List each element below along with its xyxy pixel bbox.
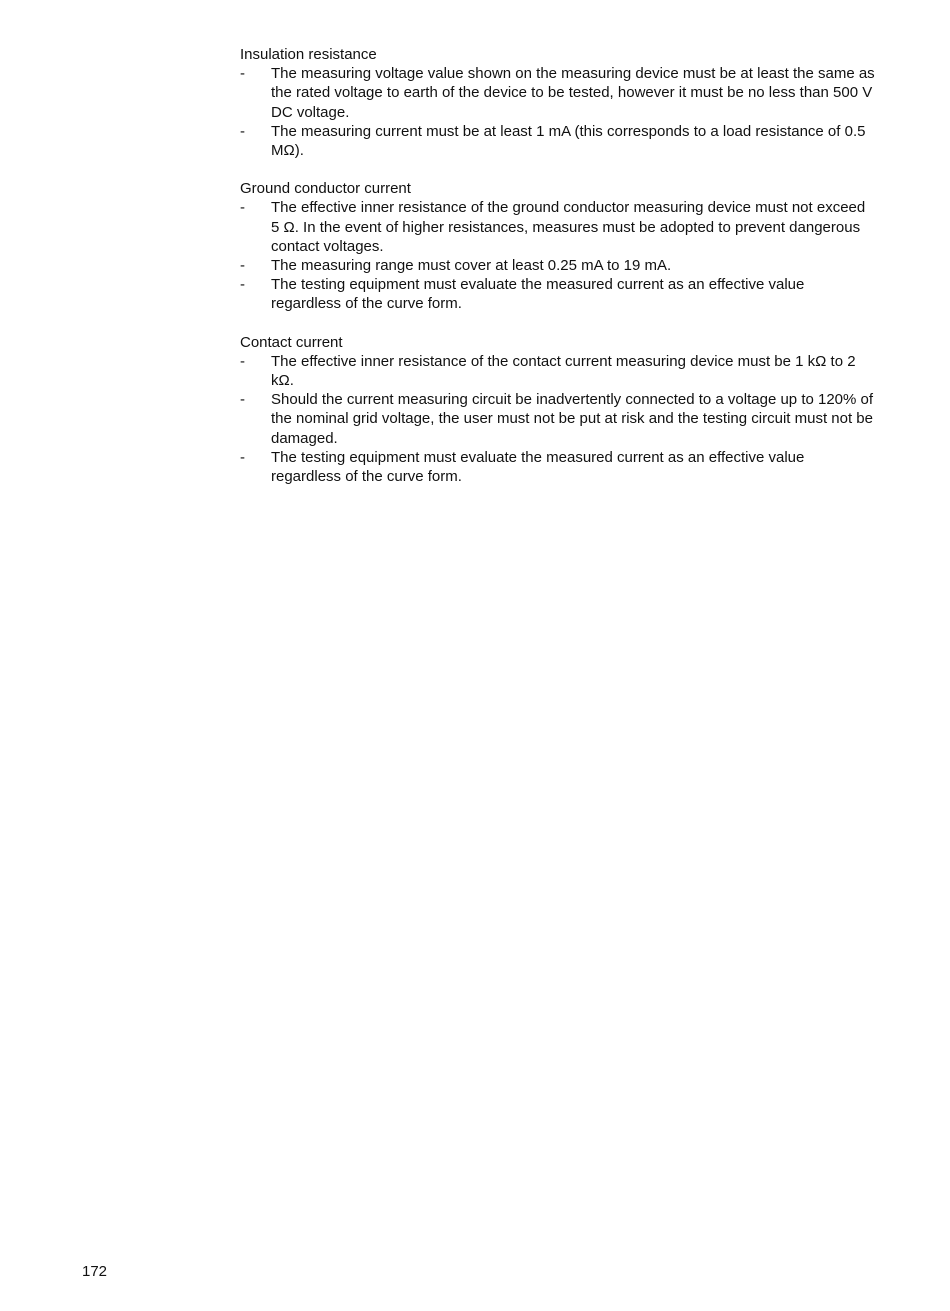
bullet-dash: - — [240, 65, 245, 83]
bullet-list — [240, 198, 876, 313]
bullet-dash: - — [240, 122, 245, 140]
list-item — [240, 64, 876, 122]
list-item-text: The measuring voltage value shown on the measuring device must be at least the same as the rated voltage to earth of the device to be tested, however it must be no less than 500 V DC voltage. — [271, 65, 875, 121]
list-item-text: The measuring current must be at least 1 mA (this corresponds to a load resistance of 0.5 MΩ). — [271, 122, 866, 160]
section-insulation-resistance — [240, 45, 876, 160]
section-title: Insulation resistance — [240, 46, 377, 63]
page-number: 172 — [82, 1263, 108, 1280]
section-title: Contact current — [240, 333, 343, 351]
document-body — [240, 45, 876, 505]
list-item-text: The testing equipment must evaluate the measured current as an effective value regardless of the curve form. — [271, 448, 805, 486]
bullet-list — [240, 352, 876, 486]
bullet-dash: - — [240, 257, 245, 275]
list-item-text: The effective inner resistance of the ground conductor measuring device must not exceed 5 Ω. In the event of higher resistances, measures must be adopted to prevent dangerous contact voltages. — [271, 199, 866, 255]
list-item — [240, 198, 876, 256]
bullet-dash: - — [240, 352, 245, 370]
section-title: Ground conductor current — [240, 180, 411, 198]
bullet-dash: - — [240, 391, 245, 409]
list-item-text: Should the current measuring circuit be inadvertently connected to a voltage up to 120% of the nominal grid voltage, the user must not be put at risk and the testing circuit must not be damaged. — [271, 391, 874, 447]
list-item — [240, 275, 876, 313]
bullet-dash: - — [240, 199, 245, 217]
list-item — [240, 122, 876, 160]
list-item-text: The effective inner resistance of the contact current measuring device must be 1 kΩ to 2 kΩ. — [271, 352, 856, 390]
list-item — [240, 352, 876, 390]
list-item — [240, 448, 876, 486]
list-item — [240, 390, 876, 448]
list-item-text: The measuring range must cover at least 0.25 mA to 19 mA. — [271, 257, 672, 275]
bullet-dash: - — [240, 448, 245, 466]
list-item — [240, 256, 876, 275]
section-contact-current — [240, 333, 876, 487]
list-item-text: The testing equipment must evaluate the measured current as an effective value regardless of the curve form. — [271, 276, 805, 313]
section-ground-conductor-current — [240, 179, 876, 313]
bullet-dash: - — [240, 276, 245, 294]
bullet-list — [240, 64, 876, 160]
